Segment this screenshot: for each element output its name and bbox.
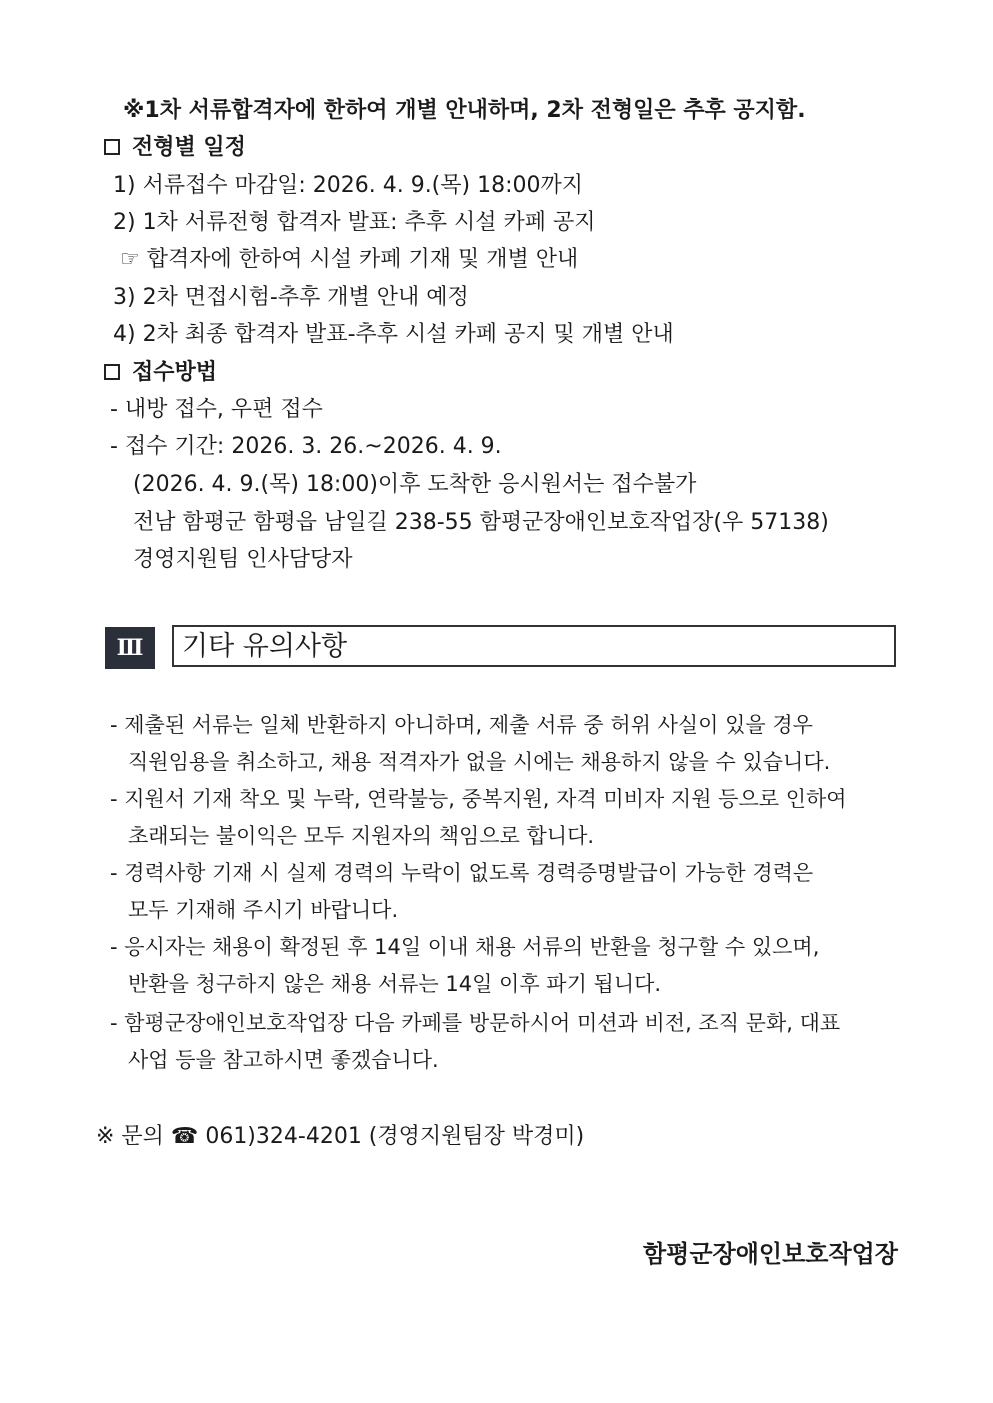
schedule-heading-text: 전형별 일정 — [132, 135, 246, 160]
contact-info: ※ 문의 ☎ 061)324-4201 (경영지원팀장 박경미) — [96, 1124, 585, 1149]
note-line: - 경력사항 기재 시 실제 경력의 누락이 없도록 경력증명발급이 가능한 경력은 — [110, 861, 814, 885]
schedule-heading — [104, 133, 246, 163]
checkbox-square-icon — [104, 364, 120, 380]
note-line: - 함평군장애인보호작업장 다음 카페를 방문하시어 미션과 비전, 조직 문화, 대표 — [110, 1011, 841, 1035]
method-item: - 접수 기간: 2026. 3. 26.~2026. 4. 9. — [110, 434, 502, 459]
schedule-item: 2) 1차 서류전형 합격자 발표: 추후 시설 카페 공지 — [113, 210, 596, 235]
note-line: 직원임용을 취소하고, 채용 적격자가 없을 시에는 채용하지 않을 수 있습니다. — [128, 750, 831, 774]
method-heading — [104, 358, 217, 388]
note-line: 반환을 청구하지 않은 채용 서류는 14일 이후 파기 됩니다. — [128, 972, 662, 996]
section-title: 기타 유의사항 — [182, 631, 348, 662]
note-line: 초래되는 불이익은 모두 지원자의 책임으로 합니다. — [128, 824, 595, 848]
schedule-item: 3) 2차 면접시험-추후 개별 안내 예정 — [113, 285, 469, 310]
section-title-box — [172, 625, 896, 667]
schedule-subnote: ☞ 합격자에 한하여 시설 카페 기재 및 개별 안내 — [120, 247, 579, 272]
organization-name: 함평군장애인보호작업장 — [642, 1240, 898, 1268]
method-address: 전남 함평군 함평읍 남일길 238-55 함평군장애인보호작업장(우 57138) — [133, 510, 829, 535]
section-number-badge: Ⅲ — [105, 627, 155, 669]
note-line: - 제출된 서류는 일체 반환하지 아니하며, 제출 서류 중 허위 사실이 있을 경우 — [110, 713, 813, 737]
method-heading-text: 접수방법 — [132, 360, 218, 385]
note-line: 모두 기재해 주시기 바랍니다. — [128, 898, 399, 922]
checkbox-square-icon — [104, 139, 120, 155]
method-recipient: 경영지원팀 인사담당자 — [133, 547, 353, 572]
method-item: - 내방 접수, 우편 접수 — [110, 397, 323, 422]
note-line: - 지원서 기재 착오 및 누락, 연락불능, 중복지원, 자격 미비자 지원 등으로 인하여 — [110, 787, 847, 811]
note-line: - 응시자는 채용이 확정된 후 14일 이내 채용 서류의 반환을 청구할 수 있으며, — [110, 935, 820, 959]
schedule-item: 1) 서류접수 마감일: 2026. 4. 9.(목) 18:00까지 — [113, 173, 584, 198]
top-note: ※1차 서류합격자에 한하여 개별 안내하며, 2차 전형일은 추후 공지함. — [123, 98, 806, 123]
schedule-item: 4) 2차 최종 합격자 발표-추후 시설 카페 공지 및 개별 안내 — [113, 322, 674, 347]
note-line: 사업 등을 참고하시면 좋겠습니다. — [128, 1048, 439, 1072]
method-detail: (2026. 4. 9.(목) 18:00)이후 도착한 응시원서는 접수불가 — [133, 472, 697, 497]
